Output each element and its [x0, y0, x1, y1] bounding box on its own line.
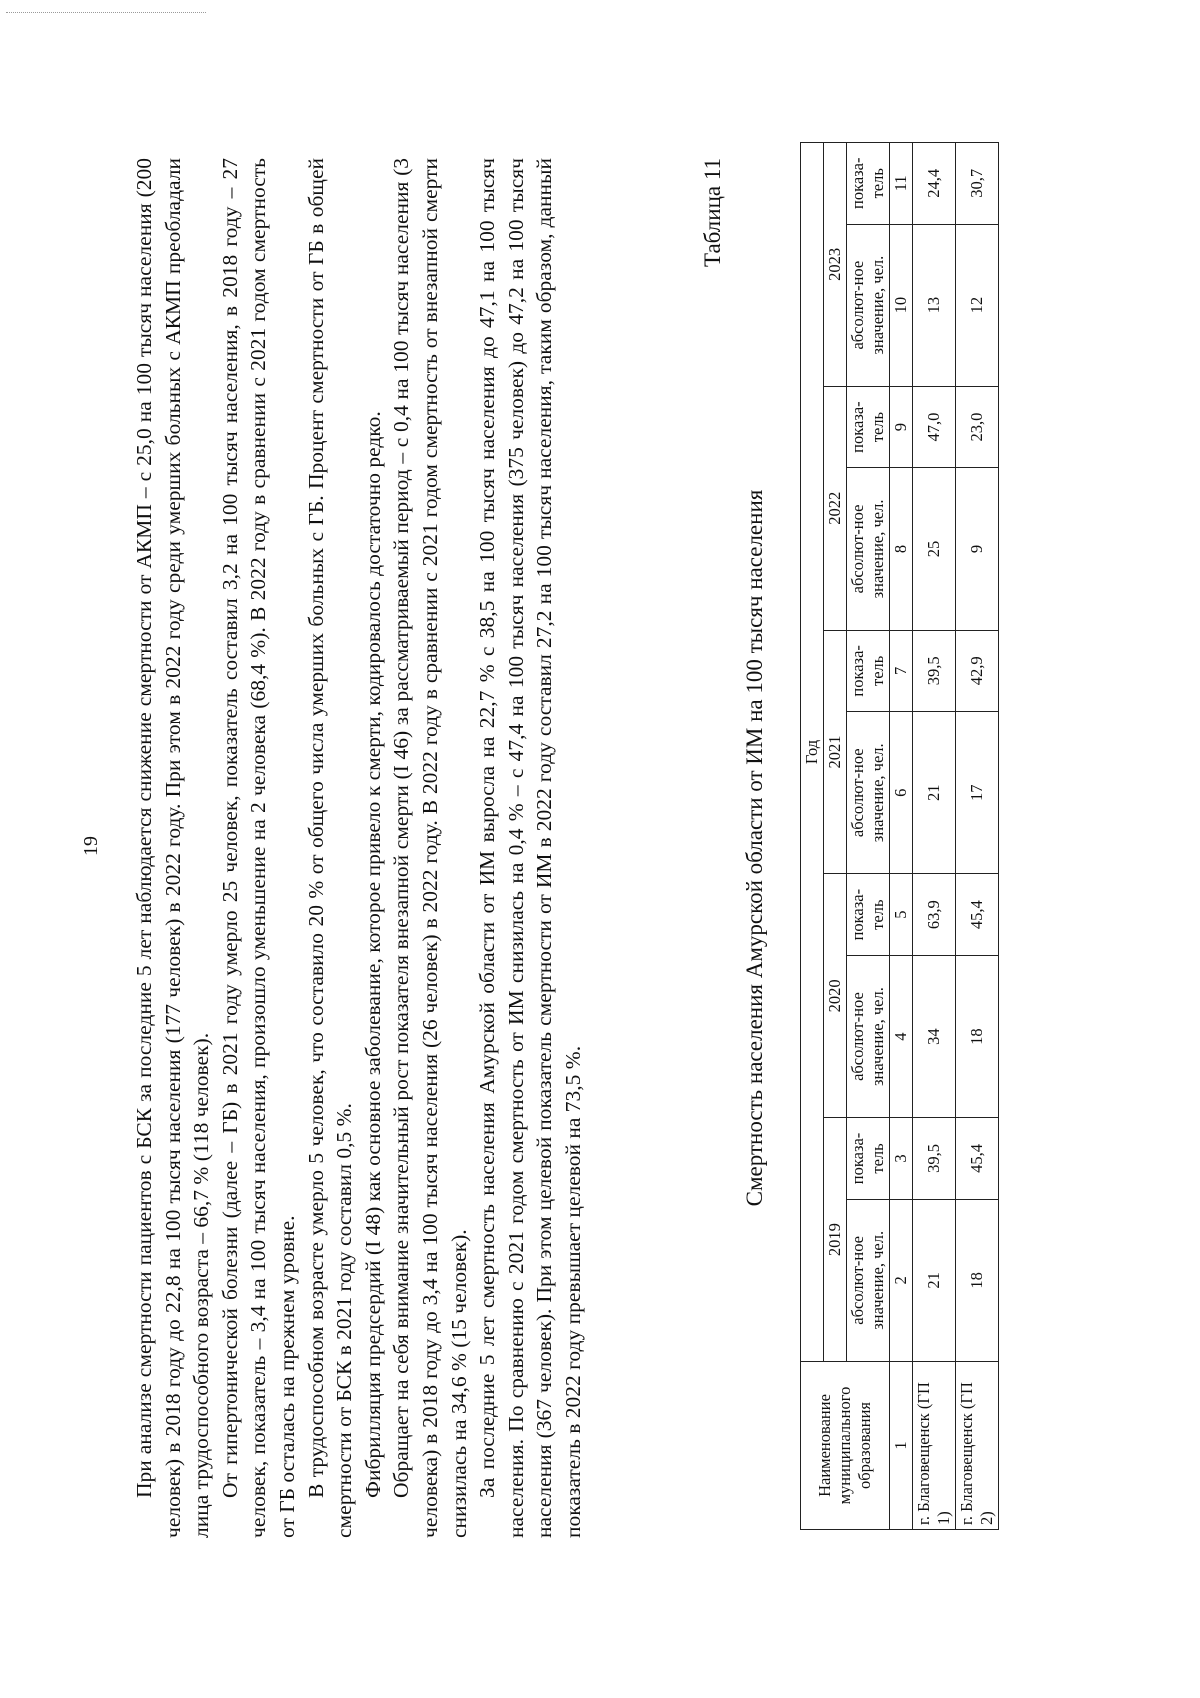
table-title: Смертность населения Амурской области от ИМ на 100 тысяч населения	[742, 489, 767, 1207]
table-cell: 63,9	[913, 874, 956, 956]
table-cell: 30,7	[956, 143, 999, 225]
rate-header: показа-тель	[847, 1118, 890, 1200]
paragraph: В трудоспособном возрасте умерло 5 человек, что составило 20 % от общего числа умерших больных с ГБ. Процент смертности от ГБ в общей смертности от БСК в 2021 году составил 0,5 %.	[303, 158, 357, 1538]
table-cell: 45,4	[956, 874, 999, 956]
table-cell: 17	[956, 712, 999, 874]
abs-value-header: абсолют-ное значение, чел.	[847, 955, 890, 1117]
table-cell: 23,0	[956, 386, 999, 468]
table-cell: 18	[956, 1199, 999, 1361]
table-cell: 25	[913, 468, 956, 630]
abs-value-header: абсолют-ное значение, чел.	[847, 1199, 890, 1361]
municipality-name: г. Благовещенск (ГП 1)	[913, 1362, 956, 1530]
year-header: 2021	[824, 630, 847, 874]
paragraph: Обращает на себя внимание значительный рост показателя внезапной смерти (I 46) за рассматриваемый период – с 0,4 на 100 тысяч населения (3 человека) в 2018 году до 3,4 на 100 тысяч населения (26 человек) в 2022 году. В 2022 году в сравнении с 2021 годом смертность от внезапной смерти снизилась на 34,6 % (15 человек).	[389, 158, 471, 1538]
table-cell: 24,4	[913, 143, 956, 225]
page-number: 19	[80, 836, 102, 856]
body-text	[130, 158, 588, 1538]
paragraph: За последние 5 лет смертность населения Амурской области от ИМ выросла на 22,7 % с 38,5 на 100 тысяч населения до 47,1 на 100 тысяч населения. По сравнению с 2021 годом смертность от ИМ снизилась на 0,4 % – с 47,4 на 100 тысяч населения (375 человек) до 47,2 на 100 тысяч населения (367 человек). При этом целевой показатель смертности от ИМ в 2022 году составил 27,2 на 100 тысяч населения, таким образом, данный показатель в 2022 году превышает целевой на 73,5 %.	[475, 158, 585, 1538]
column-number: 4	[890, 955, 913, 1117]
year-header: 2019	[824, 1118, 847, 1362]
abs-value-header: абсолют-ное значение, чел.	[847, 712, 890, 874]
column-number: 9	[890, 386, 913, 468]
municipality-name: г. Благовещенск (ГП 2)	[956, 1362, 999, 1530]
rate-header: показа-тель	[847, 874, 890, 956]
header-row-years	[824, 143, 847, 1530]
table-cell: 18	[956, 955, 999, 1117]
year-header: 2023	[824, 143, 847, 387]
column-number: 5	[890, 874, 913, 956]
table-cell: 39,5	[913, 1118, 956, 1200]
column-number: 6	[890, 712, 913, 874]
table-cell: 21	[913, 712, 956, 874]
year-header: 2022	[824, 386, 847, 630]
municipality-header: Наименование муниципального образования	[801, 1362, 890, 1530]
abs-value-header: абсолют-ное значение, чел.	[847, 224, 890, 386]
paragraph: Фибрилляция предсердий (I 48) как основное заболевание, которое привело к смерти, кодировалось достаточно редко.	[360, 411, 385, 1498]
table-cell: 12	[956, 224, 999, 386]
column-number: 11	[890, 143, 913, 225]
table-cell: 21	[913, 1199, 956, 1361]
column-number: 3	[890, 1118, 913, 1200]
header-row-metrics	[847, 143, 890, 1530]
table-cell: 42,9	[956, 630, 999, 712]
abs-value-header: абсолют-ное значение, чел.	[847, 468, 890, 630]
mortality-table	[800, 142, 999, 1530]
table-label: Таблица 11	[700, 158, 725, 268]
table-cell: 47,0	[913, 386, 956, 468]
column-number: 2	[890, 1199, 913, 1361]
year-group-header: Год	[801, 143, 824, 1362]
table-cell: 13	[913, 224, 956, 386]
table-cell: 9	[956, 468, 999, 630]
table-row	[913, 143, 956, 1530]
column-number: 7	[890, 630, 913, 712]
year-header: 2020	[824, 874, 847, 1118]
table-cell: 34	[913, 955, 956, 1117]
rate-header: показа-тель	[847, 386, 890, 468]
column-number: 8	[890, 468, 913, 630]
table-cell: 39,5	[913, 630, 956, 712]
column-number: 10	[890, 224, 913, 386]
paragraph: При анализе смертности пациентов с БСК за последние 5 лет наблюдается снижение смертности от АКМП – с 25,0 на 100 тысяч населения (200 человек) в 2018 году до 22,8 на 100 тысяч населения (177 человек) в 2022 году. При этом в 2022 году среди умерших больных с АКМП преобладали лица трудоспособного возраста – 66,7 % (118 человек).	[132, 158, 214, 1538]
table-row	[956, 143, 999, 1530]
paragraph: От гипертонической болезни (далее – ГБ) в 2021 году умерло 25 человек, показатель составил 3,2 на 100 тысяч населения, в 2018 году – 27 человек, показатель – 3,4 на 100 тысяч населения, произошло уменьшение на 2 человека (68,4 %). В 2022 году в сравнении с 2021 годом смертность от ГБ осталась на прежнем уровне.	[217, 158, 299, 1538]
header-row-group	[801, 143, 824, 1530]
table-cell: 45,4	[956, 1118, 999, 1200]
column-number-row	[890, 143, 913, 1530]
rate-header: показа-тель	[847, 143, 890, 225]
column-number: 1	[890, 1362, 913, 1530]
rate-header: показа-тель	[847, 630, 890, 712]
